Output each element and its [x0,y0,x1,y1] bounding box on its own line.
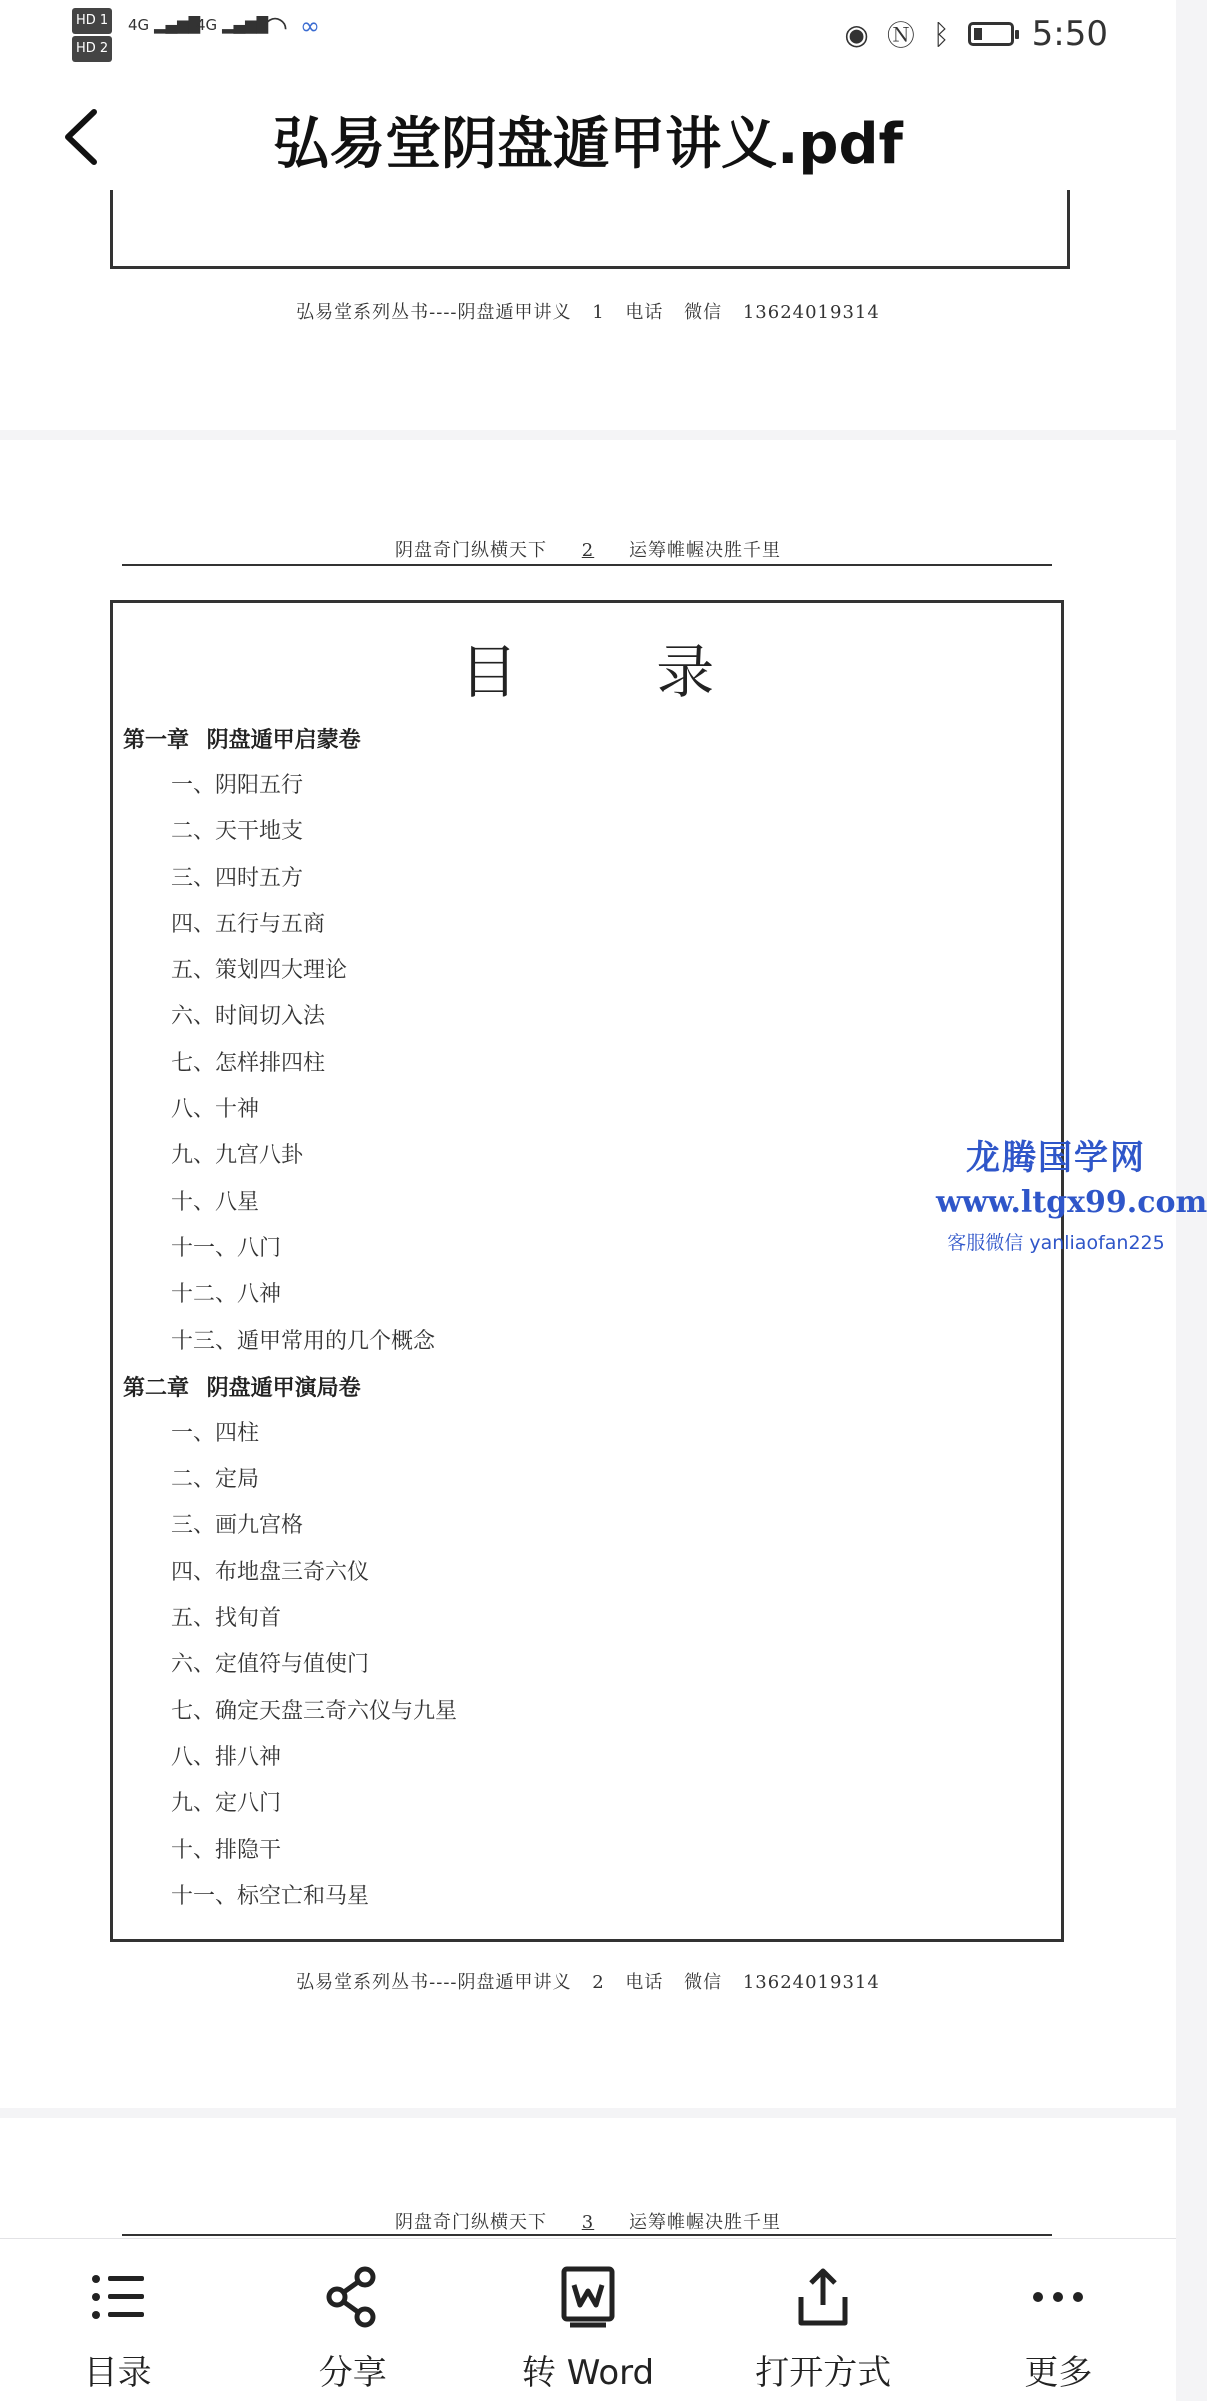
pdf-page-2 [0,440,1207,2108]
toc-entry[interactable]: 十、排隐干 [171,1837,282,1863]
toc-entry[interactable]: 八、排八神 [171,1744,282,1770]
sim2-badge: HD 2 [72,36,112,62]
header-rule [122,2234,1052,2236]
toc-entry[interactable]: 十二、八神 [171,1282,282,1308]
signal-1-icon: 4G ▂▄▆█ [128,16,201,34]
toc-frame [110,600,1064,1942]
convert-word-button[interactable] [470,2239,705,2401]
page-footer: 弘易堂系列丛书----阴盘遁甲讲义 2 电话 微信 13624019314 [296,1972,880,1993]
upload-icon [787,2261,859,2333]
toc-entry[interactable]: 二、定局 [171,1467,260,1493]
more-dots-icon [1022,2261,1094,2333]
watermark [936,1130,1207,1255]
toc-entry[interactable]: 五、策划四大理论 [171,958,348,984]
header-rule [122,564,1052,566]
toc-button[interactable] [0,2239,235,2401]
word-doc-icon [552,2261,624,2333]
toc-entry[interactable]: 十、八星 [171,1189,260,1215]
share-label: 分享 [318,2353,387,2393]
convert-word-label: 转 Word [521,2353,655,2393]
more-label: 更多 [1024,2353,1093,2393]
cloud-sync-icon: ∞ [300,12,320,40]
document-title: 弘易堂阴盘遁甲讲义.pdf [273,112,903,177]
toc-entry[interactable]: 六、时间切入法 [171,1004,326,1030]
watermark-contact: 客服微信 yanliaofan225 [947,1232,1165,1254]
page-frame [110,190,1070,269]
toc-entry[interactable]: 七、怎样排四柱 [171,1050,326,1076]
watermark-site-name: 龙腾国学网 [966,1138,1146,1178]
toc-entry[interactable]: 九、定八门 [171,1791,282,1817]
toc-entry[interactable]: 一、阴阳五行 [171,773,304,798]
sim1-badge: HD 1 [72,8,112,34]
toc-entry[interactable]: 九、九宫八卦 [171,1143,304,1169]
chapter-heading[interactable]: 第一章 阴盘遁甲启蒙卷 [123,727,361,753]
watermark-url: www.ltgx99.com [936,1185,1207,1220]
toc-entry[interactable]: 三、画九宫格 [171,1513,304,1539]
pdf-page-1 [0,200,1176,430]
toc-entry[interactable]: 八、十神 [171,1097,260,1123]
toc-entry[interactable]: 一、四柱 [171,1420,260,1446]
toc-entry[interactable]: 六、定值符与值使门 [171,1652,370,1678]
toc-entry[interactable]: 四、五行与五商 [171,911,326,937]
toc-list [123,717,457,1920]
open-with-button[interactable] [706,2239,941,2401]
share-icon [317,2261,389,2333]
list-icon [82,2261,154,2333]
eye-icon: ◉ [844,17,869,51]
wifi-icon: ◠ [262,10,289,45]
battery-icon [968,22,1014,46]
nfc-icon: Ⓝ [886,19,915,52]
page-footer: 弘易堂系列丛书----阴盘遁甲讲义 1 电话 微信 13624019314 [296,302,880,323]
page-header: 阴盘奇门纵横天下 3 运筹帷幄决胜千里 [395,2212,781,2233]
toc-entry[interactable]: 四、布地盘三奇六仪 [171,1559,370,1585]
bluetooth-icon: ᛒ [932,17,950,51]
bottom-toolbar [0,2238,1176,2401]
sim-indicators [72,6,115,62]
page-header: 阴盘奇门纵横天下 2 运筹帷幄决胜千里 [395,540,781,561]
toc-entry[interactable]: 十三、遁甲常用的几个概念 [171,1328,436,1354]
share-button[interactable] [235,2239,470,2401]
app-bar [0,72,1176,201]
chapter-heading[interactable]: 第二章 阴盘遁甲演局卷 [123,1374,361,1401]
toc-entry[interactable]: 二、天干地支 [171,819,304,845]
open-with-label: 打开方式 [755,2353,892,2393]
toc-entry[interactable]: 七、确定天盘三奇六仪与九星 [171,1698,458,1724]
toc-entry[interactable]: 十一、标空亡和马星 [171,1883,370,1909]
toc-label: 目录 [83,2353,152,2393]
pdf-page-3 [0,2118,1176,2238]
clock: 5:50 [1031,14,1108,54]
more-button[interactable] [941,2239,1176,2401]
signal-2-icon: 4G ▂▄▆█ [196,16,269,34]
status-bar [0,0,1176,72]
toc-entry[interactable]: 十一、八门 [171,1235,282,1261]
toc-title: 目 录 [459,638,775,706]
toc-entry[interactable]: 五、找旬首 [171,1606,282,1632]
toc-entry[interactable]: 三、四时五方 [171,865,304,891]
